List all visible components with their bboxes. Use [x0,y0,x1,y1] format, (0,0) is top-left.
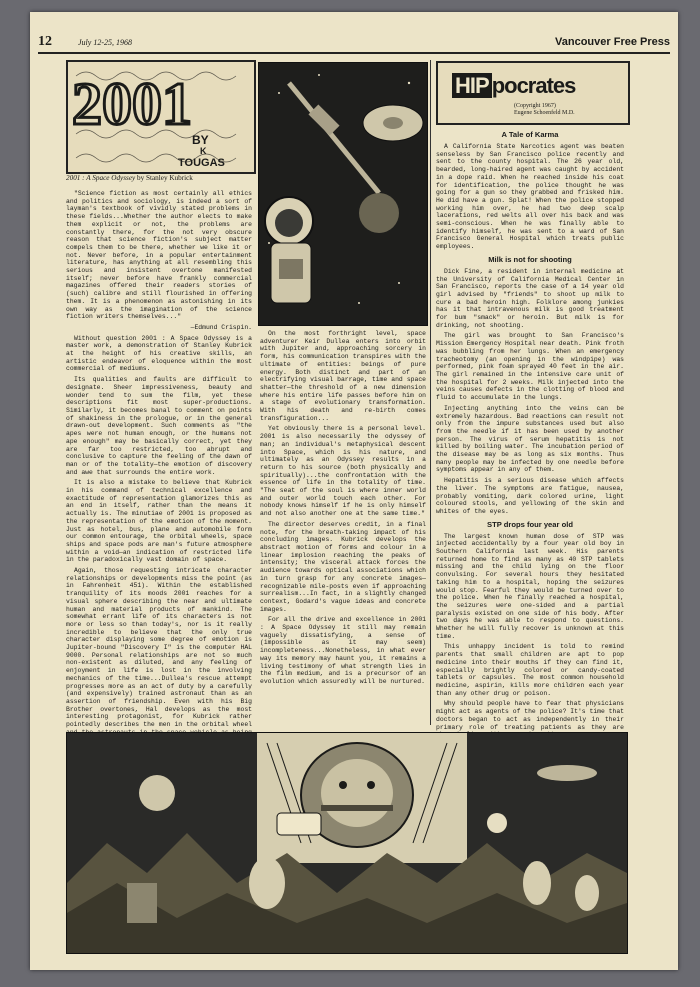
quote-attribution: —Edmund Crispin. [190,323,252,331]
karma-paragraph: A California State Narcotics agent was beaten senseless by San Francisco police recently and sent to the county hospital. The 26 year old, bearded, long-haired agent was caught by accident in a dope raid. When he reached inside his coat for identification, the police thought he was going for a gun so they grabbed and frisked him. He did have a gun. Splat! When the police stopped working him over, he had two deep scalp lacerations, red welts all over his back and was semi-conscious. When he was finally able to identify himself, he was sent to a ward of San Francisco General Hospital which treats public employees. [436,143,624,251]
stp-paragraph: The largest known human dose of STP was injected accidentally by a four year old boy in Southern California last week. His parents returned home to find as many as 40 STP tablets missing and the child lying on the floor convulsing. For several hours they hesitated taking him to a hospital, hoping the seizures would stop. Fearful they would be turned over to the police. When he finally reached a hospital, the seizures were one-sided and a partial paralysis existed on one side of his body. After two days he was able to respond to questions. Whether he will fully recover is unknown at this time. [436,532,624,640]
title-initial-text: K [200,146,207,156]
subhead-milk: Milk is not for shooting [488,254,572,264]
hippocrates-credit: (Copyright 1967) Eugene Schoenfeld M.D. [514,103,575,116]
column-rule [430,60,431,725]
hippocrates-column [436,126,624,768]
newspaper-page [30,12,678,970]
col2-paragraph: Yet obviously there is a personal level. 2001 is also necessarily the odyssey of man; an individual's metaphysical descent into Space, which is his nature, and ultimately as an Odyssey results in a return to his source (both physically and spiritually)...the confrontation with the essence of life in the totality of time. "The seat of the soul is where inner world and outer world touch each other. For nobody knows himself if he is only himself and not also another one at the same time." [260,425,426,518]
astronaut-illustration [258,62,428,326]
hippocrates-logo: HIP pocrates [452,73,575,99]
col1-paragraph: Again, those requesting intricate character relationships or developments miss the point (as in Fahrenheit 451). Within the established tranquility of its moods 2001 reaches for a visual sphere describing the near and ultimate human and material products of mankind. The somewhat errant life of its characters is not more or less so than today's, nor is it really incredible to believe that the only true character displaying some degree of emotion is Jupiter-bound "Discovery I" is the computer HAL 9000. Personal relationships are not so much non-existent as diluted, and any feeling of enjoyment in life is lost in the involving mechanics of the time...Dullea's rescue attempt progresses more as an act of duty by a carefully (and expensively) trained astronaut than as an assertion of friendship. Even with his Big Brother overtones, Hal develops as the most interesting protagonist, for Kubrick rather pointedly describes the men in the orbital wheel [66,567,252,729]
crispin-quote: "Science fiction as most certainly all ethics and politics and sociology, is indeed a sort of layman's textbook of vividly stated problems in these fields...Whether the author elects to make them explicit or not, the problems are constantly there, for the not very obscure reason that science fiction's subject matter compels them to be there, whether we like it or not. Never before, in a popular entertainment literature, has anything at all resembling this serious and insistent overtone manifested itself; never before have frankly commercial magazines offered their readers stories of (such) calibre and still flourished in offering them. It is a phenomenon as astonishing in its own way as the imagination of the science fiction writers themselves..." [66,190,252,321]
film-montage-illustration [66,732,628,954]
page-number: 12 [38,34,52,49]
review-byline [66,174,193,182]
col1-paragraph: Its qualities and faults are difficult to designate. Sheer impressiveness, beauty and wonder tend to sum the film, yet these descriptions fit most super-productions. Similarly, it becomes banal to comment on points of shakiness in the prologue, or in the general drawn-out development. Such comments as "the apes were not human enough, or the humans not ape enough" may be basically correct, yet they are far too restricted, too abrupt and conclusive to capture the feeling of the dawn of man or of the totality—the emotion of discovery and awe that surrounds the entire work. [66,376,252,476]
page-header [38,34,670,54]
title-author-text: TOUGAS [178,157,225,169]
issue-date: July 12-25, 1968 [78,38,132,47]
col1-paragraph: Without question 2001 : A Space Odyssey is a master work, a demonstration of Stanley Kubrick at the height of his creative skills, an artistic endeavor of eloquence within the most commercial of mediums. [66,334,252,373]
col2-paragraph: On the most forthright level, space adventurer Keir Dullea enters into orbit with Jupiter and, approaching sorcery in form, his communication transpires with the ultimate of entities: beings of pure energy. Both distinct and part of an electrifying visual barrage, time and space shatter—the threshold of a new dimension where his entire life passes before him on a stage of evolutionary transformation. With his death and re-birth comes transfiguration... [260,330,426,422]
col2-paragraph: For all the drive and excellence in 2001 : A Space Odyssey it still may remain vaguely dissatisfying, a sense of (impossible as it may seem) incompleteness...Nonetheless, in what ever way its memory may haunt you, it remains a living testimony of what strength lies in the film medium, and is a precursor of an evolution which assuredly will be nurtured. [260,616,426,685]
subhead-stp: STP drops four year old [487,519,573,529]
stp-paragraph: Why should people have to fear that physicians might act as agents of the police? It's time that doctors began to act as independently in their primary role of treating patients as they are [436,700,624,731]
review-column-2 [260,330,426,689]
film-title: 2001 : A Space Odyssey [66,174,136,182]
milk-paragraph: Injecting anything into the veins can be extremely hazardous. Bad reactions can result not only from the impure substances used but also from the needle if it has been used by another person. The virus of serum hepatitis is not killed by boiling water. The incubation period of the disease may be as long as six months. Thus many people may be infected by one needle before symptoms appear in any of them. [436,404,624,474]
milk-paragraph: The girl was brought to San Francisco's Mission Emergency Hospital near death. Pink froth was bubbling from her lungs. When an emergency tracheotomy (an opening in the windpipe) was performed, pink foam sprayed 40 feet in the air. The girl remained in the intensive care unit of the hospital for 2 weeks. Milk injected into the veins causes defects in the clotting of blood and fluid to accumulate in the lungs. [436,332,624,402]
stp-paragraph: This unhappy incident is told to remind parents that small children are apt to pop medicine into their mouths if they can find it, especially brightly colored or candy-coated tablets or capsules. The most common household medicine, aspirin, kills more children each year than any other drug or poison. [436,643,624,697]
paper-name: Vancouver Free Press [555,36,670,48]
milk-paragraph: Dick Fine, a resident in internal medicine at the University of California Medical Center in San Francisco, reports the case of a 14 year old girl advised by "friends" to shoot up milk to cure a bad heroin high. Folklore among junkies has it that intravenous milk is good treatment for bum "smack" or heroin. But milk is for drinking, not shooting. [436,267,624,329]
title-by-text: BY [192,133,209,147]
col2-paragraph: The director deserves credit, in a final note, for the breath-taking impact of his concluding images. Kubrick develops the abstract motion of forms and colour in a linear implosion reaching the peaks of intensity; the visceral attack forces the audience towards optical associations which in turn grasp for any concrete images—recognizable mile-posts even if approaching surrealism...In fact, in a slightly changed context, Godard's vague ideas and concrete images. [260,520,426,613]
col1-paragraph: It is also a mistake to believe that Kubrick in his command of technical excellence and exactitude of representation glamorizes this as an end in itself, rather than the means it actually is. The minutiae of 2001 is proposed as the representation of the emotion of the moment. Just as hotel, bus, plane and automobile form our common entourage, the orbital wheels, space ships and space pods are man's future atmosphere within a void—an indication of restricted life in the paradoxically vast domain of space. [66,479,252,564]
milk-paragraph: Hepatitis is a serious disease which affects the liver. The symptoms are fatigue, nausea, probably vomiting, dark colored urine, light coloured stools, and yellowing of the skin and whites of the eyes. [436,477,624,515]
title-2001-text: 2001 [72,71,192,137]
hippocrates-masthead [436,61,630,125]
subhead-tale-of-karma: A Tale of Karma [501,130,559,139]
review-title-art [66,60,256,174]
film-director: by Stanley Kubrick [137,174,193,182]
